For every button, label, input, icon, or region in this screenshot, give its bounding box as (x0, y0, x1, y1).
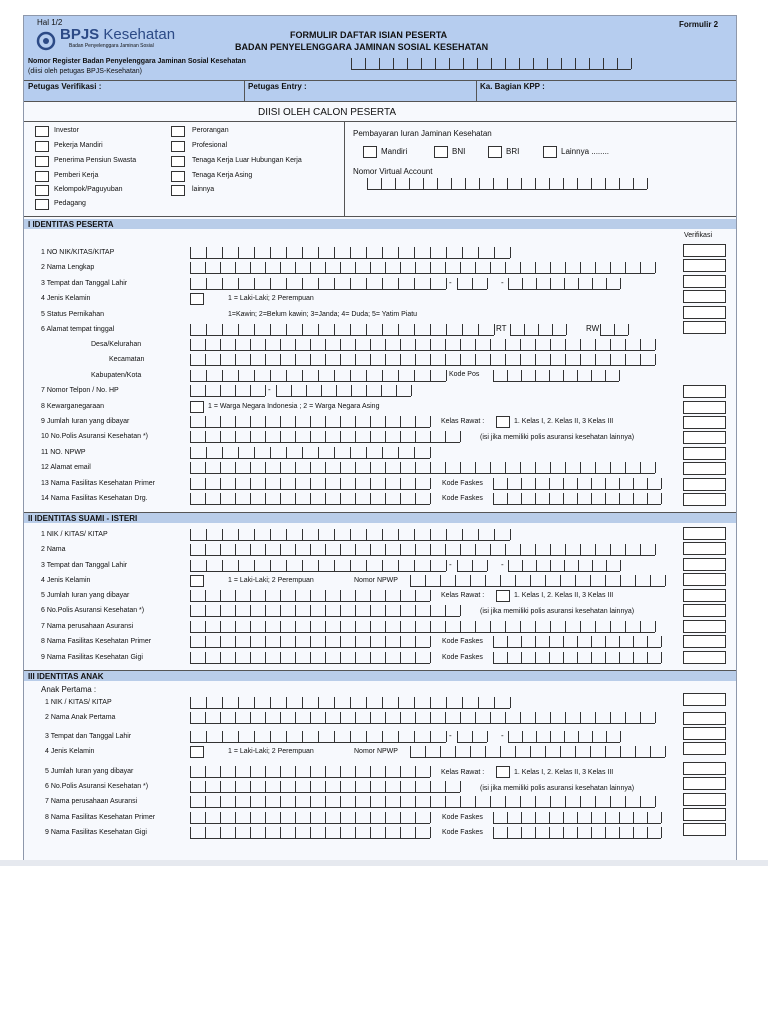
anak-kode-faskes-gigi-field[interactable] (493, 827, 661, 839)
kelas-rawat-box[interactable] (496, 416, 510, 428)
category-checkbox[interactable] (171, 185, 185, 196)
si-nik-field[interactable] (190, 529, 510, 541)
pembayaran-label: Pembayaran Iuran Jaminan Kesehatan (353, 129, 492, 138)
verifikasi-box[interactable] (683, 558, 726, 571)
anak-kelas-rawat-box[interactable] (496, 766, 510, 778)
anak-jenis-kelamin-box[interactable] (190, 746, 204, 758)
rw-label: RW (586, 324, 600, 333)
jk-note: 1 = Laki-Laki; 2 Perempuan (228, 748, 314, 755)
category-checkbox[interactable] (35, 141, 49, 152)
identitas-row-label: Kabupaten/Kota (91, 372, 142, 379)
alamat-field[interactable] (190, 324, 494, 336)
kelas-options: 1. Kelas I, 2. Kelas II, 3 Kelas III (514, 769, 614, 776)
anak-tahun-field[interactable] (508, 731, 620, 743)
verifikasi-box[interactable] (683, 259, 726, 272)
rw-field[interactable] (600, 324, 628, 336)
si-iuran-field[interactable] (190, 590, 430, 602)
npwp-label: Nomor NPWP (354, 748, 398, 755)
si-faskes-gigi-field[interactable] (190, 652, 430, 664)
register-number-field[interactable] (351, 58, 631, 70)
identitas-row-label: 5 Status Pernikahan (41, 311, 105, 318)
verifikasi-box[interactable] (683, 275, 726, 288)
category-label: Pedagang (54, 200, 86, 207)
npwp-label: Nomor NPWP (354, 577, 398, 584)
virtual-account-field[interactable] (367, 178, 647, 190)
anak-row-label: 1 NIK / KITAS/ KITAP (45, 699, 112, 706)
anak-row-label: 7 Nama perusahaan Asuransi (45, 798, 138, 805)
petugas-verifikasi-label: Petugas Verifikasi : (28, 82, 102, 91)
petugas-entry-label: Petugas Entry : (248, 82, 307, 91)
date-separator: - (449, 731, 452, 740)
suami-isteri-row-label: 3 Tempat dan Tanggal Lahir (41, 562, 128, 569)
identitas-row-label: 4 Jenis Kelamin (41, 295, 91, 302)
npwp-field[interactable] (190, 447, 430, 459)
verifikasi-box[interactable] (683, 742, 726, 755)
anak-row-label: 2 Nama Anak Pertama (45, 714, 116, 721)
identitas-row-label: 6 Alamat tempat tinggal (41, 326, 115, 333)
si-jenis-kelamin-box[interactable] (190, 575, 204, 587)
iuran-field[interactable] (190, 416, 430, 428)
anak-row-label: 3 Tempat dan Tanggal Lahir (45, 733, 132, 740)
anak-row-label: 5 Jumlah Iuran yang dibayar (45, 768, 134, 775)
anak-row-label: 6 No.Polis Asuransi Kesehatan *) (45, 783, 149, 790)
bank-checkbox[interactable] (363, 146, 377, 158)
telp-prefix-field[interactable] (190, 385, 265, 397)
kelas-rawat-label: Kelas Rawat : (441, 592, 485, 599)
identitas-row-label: 10 No.Polis Asuransi Kesehatan *) (41, 433, 149, 440)
kode-pos-label: Kode Pos (449, 371, 480, 378)
phone-separator: - (268, 385, 271, 394)
si-tgl-field[interactable] (457, 560, 487, 572)
kode-faskes-label: Kode Faskes (442, 480, 483, 487)
verifikasi-box[interactable] (683, 401, 726, 414)
bank-checkbox[interactable] (434, 146, 448, 158)
si-kode-faskes-field[interactable] (493, 636, 661, 648)
identitas-row-label: 9 Jumlah Iuran yang dibayar (41, 418, 130, 425)
suami-isteri-row-label: 8 Nama Fasilitas Kesehatan Primer (41, 638, 152, 645)
logo-bold: BPJS (60, 26, 100, 43)
category-label: Pemberi Kerja (54, 172, 99, 179)
kelas-rawat-label: Kelas Rawat : (441, 418, 485, 425)
category-label: Investor (54, 127, 79, 134)
bank-label: BRI (506, 147, 520, 156)
verifikasi-box[interactable] (683, 808, 726, 821)
category-label: Pekerja Mandiri (54, 142, 103, 149)
anak-row-label: 9 Nama Fasilitas Kesehatan Gigi (45, 829, 147, 836)
category-checkbox[interactable] (171, 126, 185, 137)
kode-faskes-field[interactable] (493, 478, 661, 490)
calon-title: DIISI OLEH CALON PESERTA (258, 107, 397, 118)
verifikasi-box[interactable] (683, 447, 726, 460)
identitas-row-label: 7 Nomor Telpon / No. HP (41, 387, 119, 394)
formulir-label: Formulir 2 (679, 20, 719, 29)
jk-note: 1 = Laki-Laki; 2 Perempuan (228, 577, 314, 584)
si-npwp-field[interactable] (410, 575, 665, 587)
category-checkbox[interactable] (35, 156, 49, 167)
category-label: lainnya (192, 186, 215, 193)
category-checkbox[interactable] (171, 171, 185, 182)
category-checkbox[interactable] (35, 171, 49, 182)
category-label: Kelompok/Paguyuban (54, 186, 123, 193)
identitas-row-label: 2 Nama Lengkap (41, 264, 95, 271)
date-separator: - (449, 278, 452, 287)
category-checkbox[interactable] (171, 156, 185, 167)
anak-npwp-field[interactable] (410, 746, 665, 758)
verifikasi-box[interactable] (683, 651, 726, 664)
jk-note: 1 = Laki-Laki; 2 Perempuan (228, 295, 314, 302)
logo-rest: Kesehatan (103, 26, 176, 43)
verifikasi-box[interactable] (683, 385, 726, 398)
verifikasi-box[interactable] (683, 762, 726, 775)
anak-iuran-field[interactable] (190, 766, 430, 778)
anak-nik-field[interactable] (190, 697, 510, 709)
kecamatan-field[interactable] (190, 354, 655, 366)
verifikasi-box[interactable] (683, 712, 726, 725)
verifikasi-box[interactable] (683, 542, 726, 555)
category-checkbox[interactable] (35, 126, 49, 137)
category-checkbox[interactable] (35, 185, 49, 196)
category-label: Profesional (192, 142, 228, 149)
verifikasi-box[interactable] (683, 462, 726, 475)
kode-pos-field[interactable] (493, 370, 619, 382)
si-tempat-lahir-field[interactable] (190, 560, 446, 572)
bank-label: BNI (452, 147, 466, 156)
bank-checkbox[interactable] (488, 146, 502, 158)
si-perusahaan-field[interactable] (190, 621, 655, 633)
rt-field[interactable] (510, 324, 566, 336)
verifikasi-box[interactable] (683, 727, 726, 740)
kelas-options: 1. Kelas I, 2. Kelas II, 3 Kelas III (514, 592, 614, 599)
status-note: 1=Kawin; 2=Belum kawin; 3=Janda; 4= Duda; 5= Yatim Piatu (228, 311, 418, 318)
kode-faskes-label: Kode Faskes (442, 495, 483, 502)
kelas-rawat-label: Kelas Rawat : (441, 769, 485, 776)
form-title-2: BADAN PENYELENGGARA JAMINAN SOSIAL KESEHATAN (235, 42, 489, 52)
verifikasi-box[interactable] (683, 589, 726, 602)
suami-isteri-row-label: 1 NIK / KITAS/ KITAP (41, 531, 108, 538)
nik-field[interactable] (190, 247, 510, 259)
verifikasi-box[interactable] (683, 321, 726, 334)
identitas-row-label: Desa/Kelurahan (91, 341, 142, 348)
anak-row-label: 8 Nama Fasilitas Kesehatan Primer (45, 814, 156, 821)
register-sublabel: (diisi oleh petugas BPJS-Kesehatan) (28, 68, 143, 75)
section-identitas-anak: III IDENTITAS ANAK (28, 672, 104, 681)
anak-perusahaan-field[interactable] (190, 796, 655, 808)
si-faskes-primer-field[interactable] (190, 636, 430, 648)
identitas-row-label: 12 Alamat email (41, 464, 91, 471)
kode-faskes-label: Kode Faskes (442, 654, 483, 661)
suami-isteri-row-label: 9 Nama Fasilitas Kesehatan Gigi (41, 654, 143, 661)
category-label: Perorangan (192, 127, 229, 134)
polis-field[interactable] (190, 431, 460, 443)
faskes-primer-field[interactable] (190, 478, 430, 490)
verifikasi-box[interactable] (683, 620, 726, 633)
verifikasi-box[interactable] (683, 431, 726, 444)
verifikasi-box[interactable] (683, 527, 726, 540)
date-separator: - (501, 560, 504, 569)
bank-checkbox[interactable] (543, 146, 557, 158)
verifikasi-box[interactable] (683, 416, 726, 429)
anak-faskes-primer-field[interactable] (190, 812, 430, 824)
si-polis-field[interactable] (190, 605, 460, 617)
bank-label: Lainnya ........ (561, 147, 610, 156)
polis-note: (isi jika memiliki polis asuransi kesehatan lainnya) (480, 434, 635, 441)
si-nama-field[interactable] (190, 544, 655, 556)
date-separator: - (449, 560, 452, 569)
verifikasi-box[interactable] (683, 493, 726, 506)
anak-tgl-field[interactable] (457, 731, 487, 743)
va-label: Nomor Virtual Account (353, 167, 433, 176)
kode-faskes-drg-field[interactable] (493, 493, 661, 505)
kelas-options: 1. Kelas I, 2. Kelas II, 3 Kelas III (514, 418, 614, 425)
anak-faskes-gigi-field[interactable] (190, 827, 430, 839)
date-separator: - (501, 731, 504, 740)
category-label: Tenaga Kerja Asing (192, 172, 253, 179)
kewarganegaraan-box[interactable] (190, 401, 204, 413)
anak-kode-faskes-field[interactable] (493, 812, 661, 824)
si-kelas-rawat-box[interactable] (496, 590, 510, 602)
section-identitas-peserta: I IDENTITAS PESERTA (28, 220, 114, 229)
identitas-row-label: 8 Kewarganegaraan (41, 403, 105, 410)
rt-label: RT (496, 324, 507, 333)
kode-faskes-label: Kode Faskes (442, 814, 483, 821)
si-kode-faskes-gigi-field[interactable] (493, 652, 661, 664)
polis-note: (isi jika memiliki polis asuransi kesehatan lainnya) (480, 785, 635, 792)
faskes-drg-field[interactable] (190, 493, 430, 505)
bank-label: Mandiri (381, 147, 408, 156)
verifikasi-box[interactable] (683, 290, 726, 303)
logo-subtitle: Badan Penyelenggara Jaminan Sosial (69, 43, 154, 49)
anak-pertama-label: Anak Pertama : (41, 685, 97, 694)
verifikasi-box[interactable] (683, 635, 726, 648)
tempat-lahir-field[interactable] (190, 278, 446, 290)
verifikasi-label: Verifikasi (684, 232, 713, 239)
suami-isteri-row-label: 7 Nama perusahaan Asuransi (41, 623, 134, 630)
anak-row-label: 4 Jenis Kelamin (45, 748, 95, 755)
anak-tempat-lahir-field[interactable] (190, 731, 446, 743)
scan-shadow (0, 860, 768, 866)
verifikasi-box[interactable] (683, 478, 726, 491)
identitas-row-label: 11 NO. NPWP (41, 449, 86, 456)
desa-field[interactable] (190, 339, 655, 351)
page-number: Hal 1/2 (37, 18, 63, 27)
kode-faskes-label: Kode Faskes (442, 638, 483, 645)
verifikasi-box[interactable] (683, 823, 726, 836)
suami-isteri-row-label: 2 Nama (41, 546, 66, 553)
category-label: Tenaga Kerja Luar Hubungan Kerja (192, 157, 302, 164)
date-separator: - (501, 278, 504, 287)
wn-note: 1 = Warga Negara Indonesia ; 2 = Warga Negara Asing (208, 403, 380, 410)
tahun-field[interactable] (508, 278, 620, 290)
register-label: Nomor Register Badan Penyelenggara Jaminan Sosial Kesehatan (28, 58, 246, 65)
logo-wordmark (60, 27, 175, 42)
verifikasi-box[interactable] (683, 573, 726, 586)
kabupaten-field[interactable] (190, 370, 446, 382)
suami-isteri-row-label: 5 Jumlah Iuran yang dibayar (41, 592, 130, 599)
anak-polis-field[interactable] (190, 781, 460, 793)
identitas-row-label: 1 NO NIK/KITAS/KITAP (41, 249, 115, 256)
category-checkbox[interactable] (35, 199, 49, 210)
bpjs-logo-icon (36, 31, 56, 51)
verifikasi-box[interactable] (683, 793, 726, 806)
suami-isteri-row-label: 4 Jenis Kelamin (41, 577, 91, 584)
verifikasi-box[interactable] (683, 777, 726, 790)
verifikasi-box[interactable] (683, 604, 726, 617)
verifikasi-box[interactable] (683, 306, 726, 319)
identitas-row-label: 14 Nama Fasilitas Kesehatan Drg. (41, 495, 148, 502)
anak-nama-field[interactable] (190, 712, 655, 724)
si-tahun-field[interactable] (508, 560, 620, 572)
identitas-row-label: Kecamatan (109, 356, 145, 363)
telp-field[interactable] (276, 385, 411, 397)
ka-bagian-label: Ka. Bagian KPP : (480, 82, 545, 91)
jenis-kelamin-box[interactable] (190, 293, 204, 305)
nama-lengkap-field[interactable] (190, 262, 655, 274)
tgl-field[interactable] (457, 278, 487, 290)
polis-note: (isi jika memiliki polis asuransi kesehatan lainnya) (480, 608, 635, 615)
identitas-row-label: 13 Nama Fasilitas Kesehatan Primer (41, 480, 155, 487)
suami-isteri-row-label: 6 No.Polis Asuransi Kesehatan *) (41, 607, 145, 614)
verifikasi-box[interactable] (683, 693, 726, 706)
kode-faskes-label: Kode Faskes (442, 829, 483, 836)
category-checkbox[interactable] (171, 141, 185, 152)
section-identitas-suami-isteri: II IDENTITAS SUAMI - ISTERI (28, 514, 138, 523)
verifikasi-box[interactable] (683, 244, 726, 257)
form-title-1: FORMULIR DAFTAR ISIAN PESERTA (290, 30, 448, 40)
email-field[interactable] (190, 462, 655, 474)
category-label: Penerima Pensiun Swasta (54, 157, 137, 164)
identitas-row-label: 3 Tempat dan Tanggal Lahir (41, 280, 128, 287)
